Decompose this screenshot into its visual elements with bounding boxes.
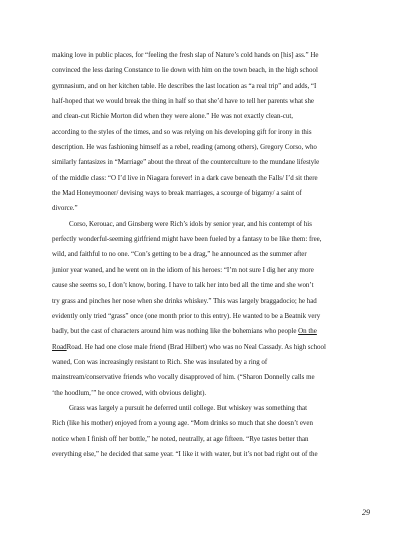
text-line: evidently only tried “grass” once (one month prior to this entry). He wanted to be a Beatnik very <box>52 311 321 320</box>
text-line <box>52 324 370 339</box>
book-title-underlined: Road <box>52 342 67 351</box>
body-text <box>52 48 370 462</box>
text-line: Rich (like his mother) enjoyed from a young age. “Mom drinks so much that she doesn’t even <box>52 419 313 428</box>
text-line: according to the styles of the times, and so was relying on his developing gift for irony in this <box>52 127 312 136</box>
text-line: junior year waned, and he went on in the idiom of his heroes: “I’m not sure I dig her any more <box>52 265 314 274</box>
text-line: waned, Con was increasingly resistant to Rich. She was insulated by a ring of <box>52 357 268 366</box>
text-line: half-hoped that we would break the thing in half so that she’d have to tell her parents what she <box>52 97 315 106</box>
text-line: mainstream/conservative friends who vocally disapproved of him. (“Sharon Donnelly calls me <box>52 373 315 382</box>
text-line: ‘the hoodlum,’” he once crowed, with obvious delight). <box>52 388 207 397</box>
text-line: cause she seems so, I don’t know, boring. I have to talk her into bed all the time and she won’t <box>52 281 314 290</box>
text-line: gymnasium, and on her kitchen table. He describes the last location as “a real trip” and adds, “I <box>52 81 317 90</box>
text-line: the Mad Honeymooner/ devising ways to break marriages, a scourge of bigamy/ a saint of <box>52 189 302 198</box>
text-line <box>52 340 370 355</box>
text-line: everything else,” he decided that same year. “I like it with water, but it’s not bad right out of the <box>52 449 318 458</box>
text-line: and clean-cut Richie Morton did when they were alone.” He was not exactly clean-cut, <box>52 112 293 121</box>
paragraph-start-line: Corso, Kerouac, and Ginsberg were Rich’s idols by senior year, and his contempt of his <box>69 219 312 228</box>
book-title-underlined: On the <box>298 327 317 336</box>
text-line: description. He was fashioning himself as a rebel, reading (among others), Gregory Corso, who <box>52 143 317 152</box>
text-line-segment: badly, but the cast of characters around him was nothing like the bohemians who people <box>52 327 299 336</box>
text-line: making love in public places, for “feeling the fresh slap of Nature’s cold hands on [his] ass.” He <box>52 51 319 59</box>
paragraph-start-line: Grass was largely a pursuit he deferred until college. But whiskey was something that <box>69 403 308 412</box>
text-line: try grass and pinches her nose when she drinks whiskey.” This was largely braggadocio; he had <box>52 296 317 305</box>
text-line: convinced the less daring Constance to lie down with him on the town beach, in the high school <box>52 66 318 75</box>
text-line-segment: Road. He had one close male friend (Brad Hilbert) who was no Neal Cassady. As high school <box>66 342 326 351</box>
text-line: divorce.” <box>52 204 78 213</box>
page-number: 29 <box>362 508 370 517</box>
text-line: of the middle class: “O I’d live in Niagara forever! in a dark cave beneath the Falls/ I’d sit there <box>52 173 318 182</box>
text-line: wild, and faithful to no one. “Con’s getting to be a drag,” he announced as the summer after <box>52 250 307 259</box>
text-line: notice when I finish off her bottle,” he noted, neutrally, at age fifteen. “Rye tastes better than <box>52 434 309 443</box>
text-line: perfectly wonderful-seeming girlfriend might have been fueled by a fantasy to be like them: free, <box>52 235 322 244</box>
text-line: similarly fantasizes in “Marriage” about the threat of the counterculture to the mundane lifestyle <box>52 158 320 167</box>
